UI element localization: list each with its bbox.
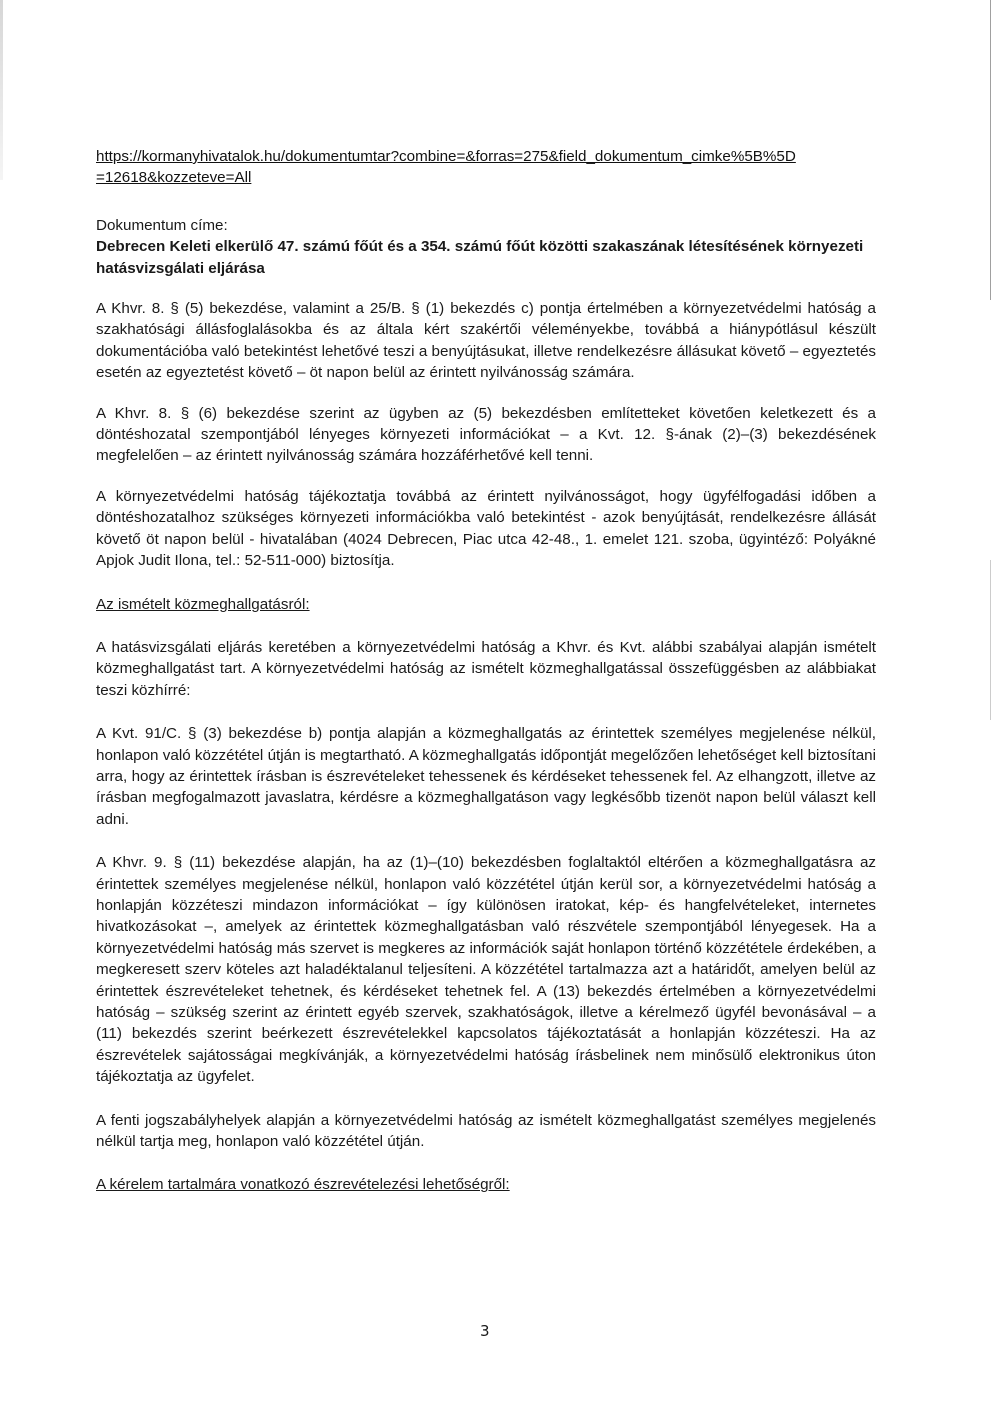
page-number: 3 xyxy=(480,1322,490,1340)
scan-edge-left xyxy=(0,0,3,180)
document-title: Debrecen Keleti elkerülő 47. számú főút és a 354. számú főút közötti szakaszának létesítésének környezeti hatásvizsgálati eljárása xyxy=(96,238,864,277)
paragraph-conclusion: A fenti jogszabályhelyek alapján a környezetvédelmi hatóság az ismételt közmeghallgatást személyes megjelenés nélkül tartja meg, honlapon való közzététel útján. xyxy=(96,1111,876,1151)
document-title-label: Dokumentum címe: xyxy=(96,216,228,234)
url-line-1[interactable]: https://kormanyhivatalok.hu/dokumentumtar?combine=&forras=275&field_dokumentum_cimke%5B%5D xyxy=(96,148,796,165)
paragraph-kvt-91c: A Kvt. 91/C. § (3) bekezdése b) pontja alapján a közmeghallgatás az érintettek személyes megjelenése nélkül, honlapon való közzététel útján is megtartható. A közmeghallgatás időpontját megelőzően lehetőséget kell biztosítani arra, hogy az érintettek írásban is észrevételeket tehessenek és kérdéseket tehessenek fel. Az elhangzott, illetve az írásban megfogalmazott javaslatra, kérdésre a közmeghallgatáson vagy legkésőbb tizenöt napon belül választ kell adni. xyxy=(96,725,876,828)
section-heading-public-hearing: Az ismételt közmeghallgatásról: xyxy=(96,595,310,613)
paragraph-khvr-8-5: A Khvr. 8. § (5) bekezdése, valamint a 25/B. § (1) bekezdés c) pontja értelmében a környezetvédelmi hatóság a szakhatósági állásfoglalásokba és az általa kért szakértői véleményekbe, továbbá a hiánypótlásul készült dokumentációba való betekintést lehetővé teszi a benyújtásukat, illetve rendelkezésre állásukat követő – egyeztetés esetén az egyeztetést követő – öt napon belül az érintett nyilvánosság számára. xyxy=(96,300,876,382)
section-heading-comments: A kérelem tartalmára vonatkozó észrevételezési lehetőségről: xyxy=(96,1176,510,1194)
paragraph-inspection-info: A környezetvédelmi hatóság tájékoztatja továbbá az érintett nyilvánosságot, hogy ügyfélfogadási időben a döntéshozatalhoz szükséges környezeti információkba való betekintést - azok benyújtását, rendelkezésre állását követő öt napon belül - hivatalában (4024 Debrecen, Piac utca 42-48., 1. emelet 121. szoba, ügyintéző: Polyákné Apjok Judit Ilona, tel.: 52-511-000) biztosítja. xyxy=(96,487,876,570)
document-page xyxy=(96,146,876,1196)
paragraph-hearing-intro: A hatásvizsgálati eljárás keretében a környezetvédelmi hatóság a Khvr. és Kvt. alábbi szabályai alapján ismételt közmeghallgatást tart. A környezetvédelmi hatóság az ismételt közmeghallgatással összefüggésben az alábbiakat teszi közhírré: xyxy=(96,638,876,699)
url-line-2[interactable]: =12618&kozzeteve=All xyxy=(96,169,252,187)
source-url[interactable] xyxy=(96,146,876,189)
scan-edge-right xyxy=(990,0,991,300)
scan-edge-right-lower xyxy=(990,560,991,720)
paragraph-khvr-9-11: A Khvr. 9. § (11) bekezdése alapján, ha az (1)–(10) bekezdésben foglaltaktól eltérően a közmeghallgatásra az érintettek személyes megjelenése nélkül, honlapon való közzététel útján kerül sor, a környezetvédelmi hatóság a honlapján közzéteszi mindazon információkat – így különösen iratokat, kép- és hangfelvételeket, internetes hivatkozásokat –, amelyek az érintettek közmeghallgatásban való részvétele szempontjából lényegesek. Ha a környezetvédelmi hatóság más szervet is megkeres az információk saját honlapon történő közzététele érdekében, a megkeresett szerv köteles azt haladéktalanul teljesíteni. A közzététel tartalmazza azt a határidőt, amelyen belül az érintettek észrevételeket tehetnek, és kérdéseket tehetnek fel. A (13) bekezdés értelmében a környezetvédelmi hatóság – szükség szerint az érintett egyéb szervek, szakhatóságok, illetve a kérelmező ügyfél bevonásával – a (11) bekezdés szerint beérkezett észrevételekkel kapcsolatos tájékoztatását a honlapján közzéteszi. Ha az észrevételek sajátosságai megkívánják, a környezetvédelmi hatóság írásbelinek nem minősülő elektronikus úton tájékoztatja az ügyfelet. xyxy=(96,854,876,1086)
paragraph-khvr-8-6: A Khvr. 8. § (6) bekezdése szerint az ügyben az (5) bekezdésben említetteket követően keletkezett és a döntéshozatal szempontjából lényeges környezeti információkat – a Kvt. 12. §-ának (2)–(3) bekezdésének megfelelően – az érintett nyilvánosság számára hozzáférhetővé kell tenni. xyxy=(96,404,876,465)
